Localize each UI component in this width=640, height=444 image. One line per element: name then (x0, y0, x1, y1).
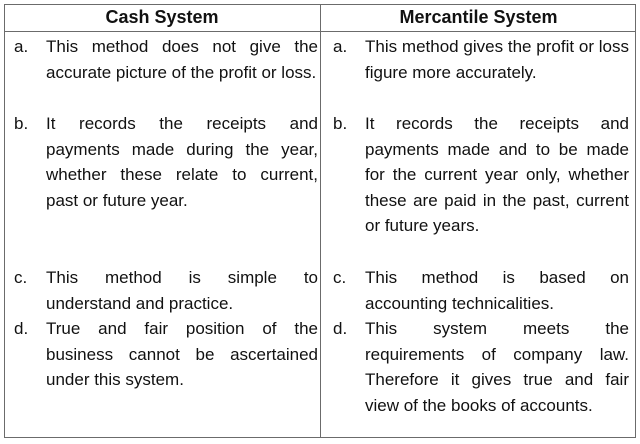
list-item-text: True and fair position of the business cannot be ascertained under this system. (46, 319, 318, 389)
header-cash-system: Cash System (105, 7, 219, 27)
list-item-text: This method gives the profit or loss figure more accurately. (365, 37, 629, 82)
list-item-text: It records the receipts and payments made and to be made for the current year only, whether these are paid in the past, current or future years. (365, 114, 629, 235)
mercantile-item-c (333, 265, 629, 316)
list-marker: d. (14, 319, 29, 338)
list-marker: a. (14, 37, 29, 56)
list-item-text: This method does not give the accurate picture of the profit or loss. (46, 37, 318, 82)
mercantile-item-b (333, 111, 629, 239)
cash-item-c (14, 265, 318, 316)
cash-item-d (14, 316, 318, 393)
header-mercantile-system: Mercantile System (399, 7, 558, 27)
list-marker: a. (333, 37, 348, 56)
list-item-text: This method is simple to understand and practice. (46, 268, 318, 313)
list-marker: b. (333, 114, 348, 133)
column-divider (320, 4, 321, 438)
list-marker: d. (333, 319, 348, 338)
list-marker: c. (333, 268, 347, 287)
cash-item-a (14, 34, 318, 85)
mercantile-item-a (333, 34, 629, 85)
list-item-text: It records the receipts and payments made during the year, whether these relate to current, past or future year. (46, 114, 318, 210)
list-marker: b. (14, 114, 29, 133)
list-marker: c. (14, 268, 28, 287)
header-divider (4, 31, 636, 32)
mercantile-item-d (333, 316, 629, 418)
list-item-text: This method is based on accounting technicalities. (365, 268, 629, 313)
list-item-text: This system meets the requirements of company law. Therefore it gives true and fair view of the books of accounts. (365, 319, 629, 415)
cash-item-b (14, 111, 318, 213)
